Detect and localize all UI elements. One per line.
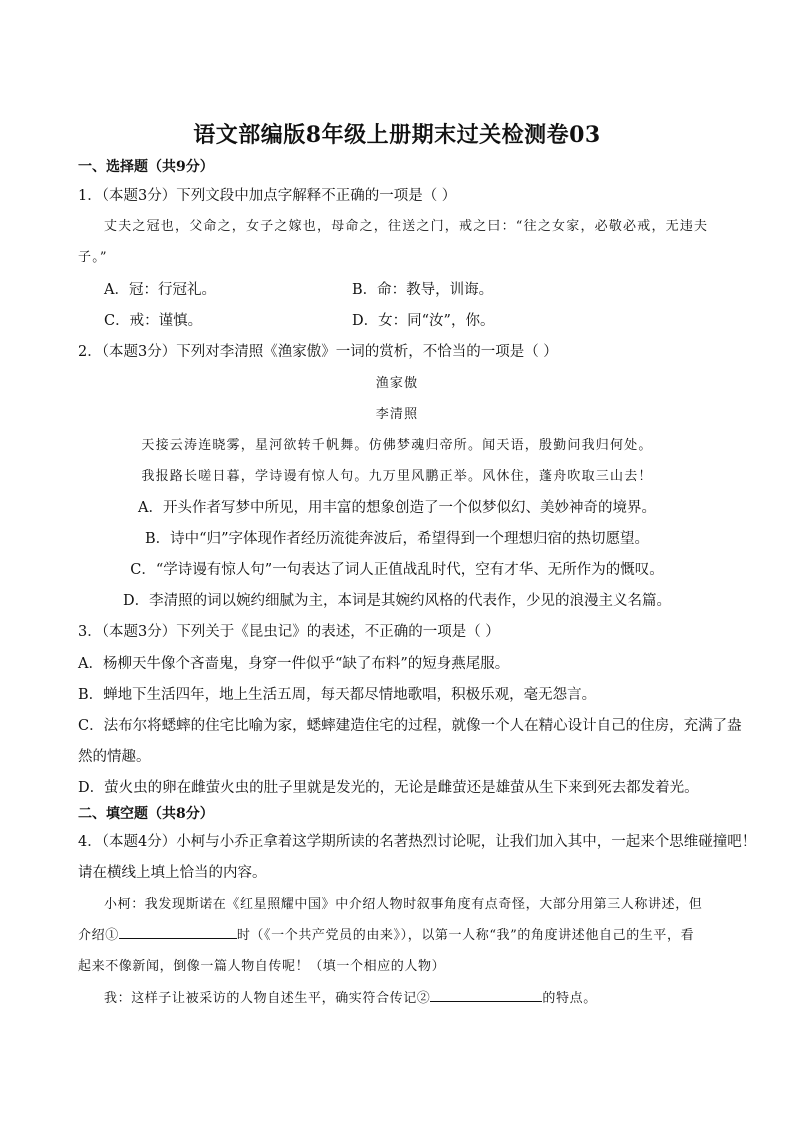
dialogue-xiaoke-line2 [78, 924, 694, 943]
dialogue-me-suffix: 的特点。 [542, 991, 597, 1006]
question-1-stem: 1．（本题3分）下列文段中加点字解释不正确的一项是（ ） [78, 188, 457, 204]
dialogue-xiaoke-line3: 起来不像新闻，倒像一篇人物自传呢！（填一个相应的人物） [78, 959, 446, 974]
section-heading-choice: 一、选择题（共9分） [78, 159, 214, 175]
question-1-passage-line2: 子。” [78, 250, 108, 265]
poem-author: 李清照 [375, 407, 419, 422]
poem-line-2: 我报路长嗟日暮，学诗谩有惊人句。九万里风鹏正举。风休住，蓬舟吹取三山去！ [141, 469, 653, 484]
answer-blank-1[interactable] [119, 926, 237, 939]
question-1-option-c: C．戒：谨慎。 [104, 313, 203, 329]
question-4-stem-line1: 4．（本题4分）小柯与小乔正拿着这学期所读的名著热烈讨论呢，让我们加入其中，一起来个思维碰撞吧！ [78, 834, 757, 850]
question-3-option-c-line1: C．法布尔将蟋蟀的住宅比喻为家，蟋蟀建造住宅的过程，就像一个人在精心设计自己的住房，充满了盎 [78, 718, 742, 734]
answer-blank-2[interactable] [430, 989, 542, 1002]
question-3-stem: 3．（本题3分）下列关于《昆虫记》的表述，不正确的一项是（ ） [78, 624, 500, 640]
question-2-option-a: A．开头作者写梦中所见，用丰富的想象创造了一个似梦似幻、美妙神奇的境界。 [138, 500, 656, 516]
question-2-option-b: B．诗中“归”字体现作者经历流徙奔波后，希望得到一个理想归宿的热切愿望。 [145, 531, 649, 547]
dialogue-xiaoke-line2-prefix: 介绍① [78, 928, 119, 943]
dialogue-me-prefix: 我：这样子让被采访的人物自述生平，确实符合传记② [104, 991, 431, 1006]
dialogue-me-line [104, 987, 597, 1006]
dialogue-xiaoke-line2-suffix: 时（《一个共产党员的由来》），以第一人称“我”的角度讲述他自己的生平，看 [236, 928, 695, 943]
poem-line-1: 天接云涛连晓雾，星河欲转千帆舞。仿佛梦魂归帝所。闻天语，殷勤问我归何处。 [141, 438, 653, 453]
poem-title: 渔家傲 [375, 376, 419, 391]
question-3-option-a: A．杨柳天牛像个吝啬鬼，身穿一件似乎“缺了布料”的短身燕尾服。 [78, 656, 510, 672]
page-title: 语文部编版8年级上册期末过关检测卷03 [193, 122, 601, 148]
question-1-option-d: D．女：同“汝”，你。 [352, 313, 495, 329]
section-heading-fill: 二、填空题（共8分） [78, 806, 214, 822]
question-2-stem: 2．（本题3分）下列对李清照《渔家傲》一词的赏析，不恰当的一项是（ ） [78, 344, 558, 360]
question-3-option-c-line2: 然的情趣。 [78, 749, 151, 765]
question-1-passage-line1: 丈夫之冠也，父命之，女子之嫁也，母命之，往送之门，戒之曰：“往之女家，必敬必戒，无违夫 [104, 219, 709, 234]
question-3-option-d: D．萤火虫的卵在雌萤火虫的肚子里就是发光的，无论是雌萤还是雄萤从生下来到死去都发着光。 [78, 780, 699, 796]
question-2-option-d: D．李清照的词以婉约细腻为主，本词是其婉约风格的代表作，少见的浪漫主义名篇。 [122, 593, 672, 609]
question-3-option-b: B．蝉地下生活四年，地上生活五周，每天都尽情地歌唱，积极乐观，毫无怨言。 [78, 687, 597, 703]
question-1-option-a: A．冠：行冠礼。 [104, 282, 216, 298]
question-1-option-b: B．命：教导，训诲。 [352, 282, 494, 298]
question-2-option-c: C．“学诗谩有惊人句”一句表达了词人正值战乱时代，空有才华、无所作为的慨叹。 [130, 562, 664, 578]
dialogue-xiaoke-line1: 小柯：我发现斯诺在《红星照耀中国》中介绍人物时叙事角度有点奇怪，大部分用第三人称讲述，但 [104, 897, 703, 912]
question-4-stem-line2: 请在横线上填上恰当的内容。 [78, 865, 267, 881]
